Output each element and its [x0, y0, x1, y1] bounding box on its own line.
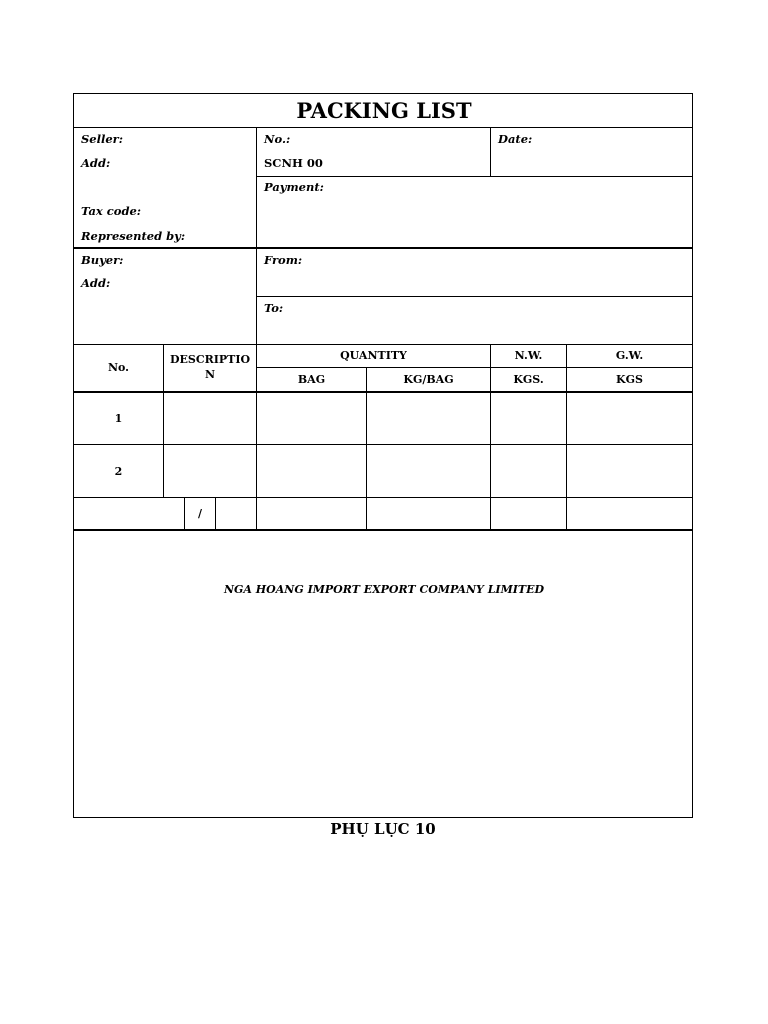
no-value: SCNH 00	[264, 156, 323, 170]
seller-label: Seller:	[81, 132, 123, 146]
total-separator: /	[197, 507, 203, 520]
divider	[366, 367, 367, 529]
col-bag-header: BAG	[297, 373, 326, 386]
buyer-label: Buyer:	[81, 253, 124, 267]
from-label: From:	[264, 253, 303, 267]
col-kg-bag-header: KG/BAG	[403, 373, 454, 386]
divider	[215, 497, 216, 529]
to-label: To:	[264, 301, 284, 315]
col-no-header: No.	[107, 361, 130, 374]
col-gw-header: G.W.	[615, 349, 644, 362]
divider	[256, 367, 692, 368]
divider	[74, 497, 692, 498]
col-description-header: DESCRIPTIO N	[169, 353, 251, 381]
divider	[74, 391, 692, 393]
form-title: PACKING LIST	[296, 98, 472, 123]
date-label: Date:	[498, 132, 533, 146]
no-label: No.:	[264, 132, 291, 146]
col-nw-unit: KGS.	[513, 373, 544, 386]
divider	[74, 247, 692, 249]
col-nw-header: N.W.	[514, 349, 543, 362]
divider	[256, 176, 692, 177]
represented-by-label: Represented by:	[81, 229, 186, 243]
col-gw-unit: KGS	[616, 373, 643, 386]
divider	[256, 296, 692, 297]
packing-list-form	[73, 93, 693, 818]
company-name: NGA HOANG IMPORT EXPORT COMPANY LIMITED	[223, 583, 545, 596]
divider	[490, 127, 491, 176]
divider	[256, 437, 257, 529]
tax-code-label: Tax code:	[81, 204, 142, 218]
footer-caption: PHỤ LỤC 10	[330, 820, 436, 838]
buyer-add-label: Add:	[81, 276, 111, 290]
divider	[74, 444, 692, 445]
seller-add-label: Add:	[81, 156, 111, 170]
divider	[74, 344, 692, 345]
table-row-no: 1	[114, 412, 123, 425]
table-row-no: 2	[114, 465, 123, 478]
divider	[74, 127, 692, 128]
divider	[74, 529, 692, 531]
col-quantity-header: QUANTITY	[340, 349, 407, 362]
payment-label: Payment:	[264, 180, 324, 194]
